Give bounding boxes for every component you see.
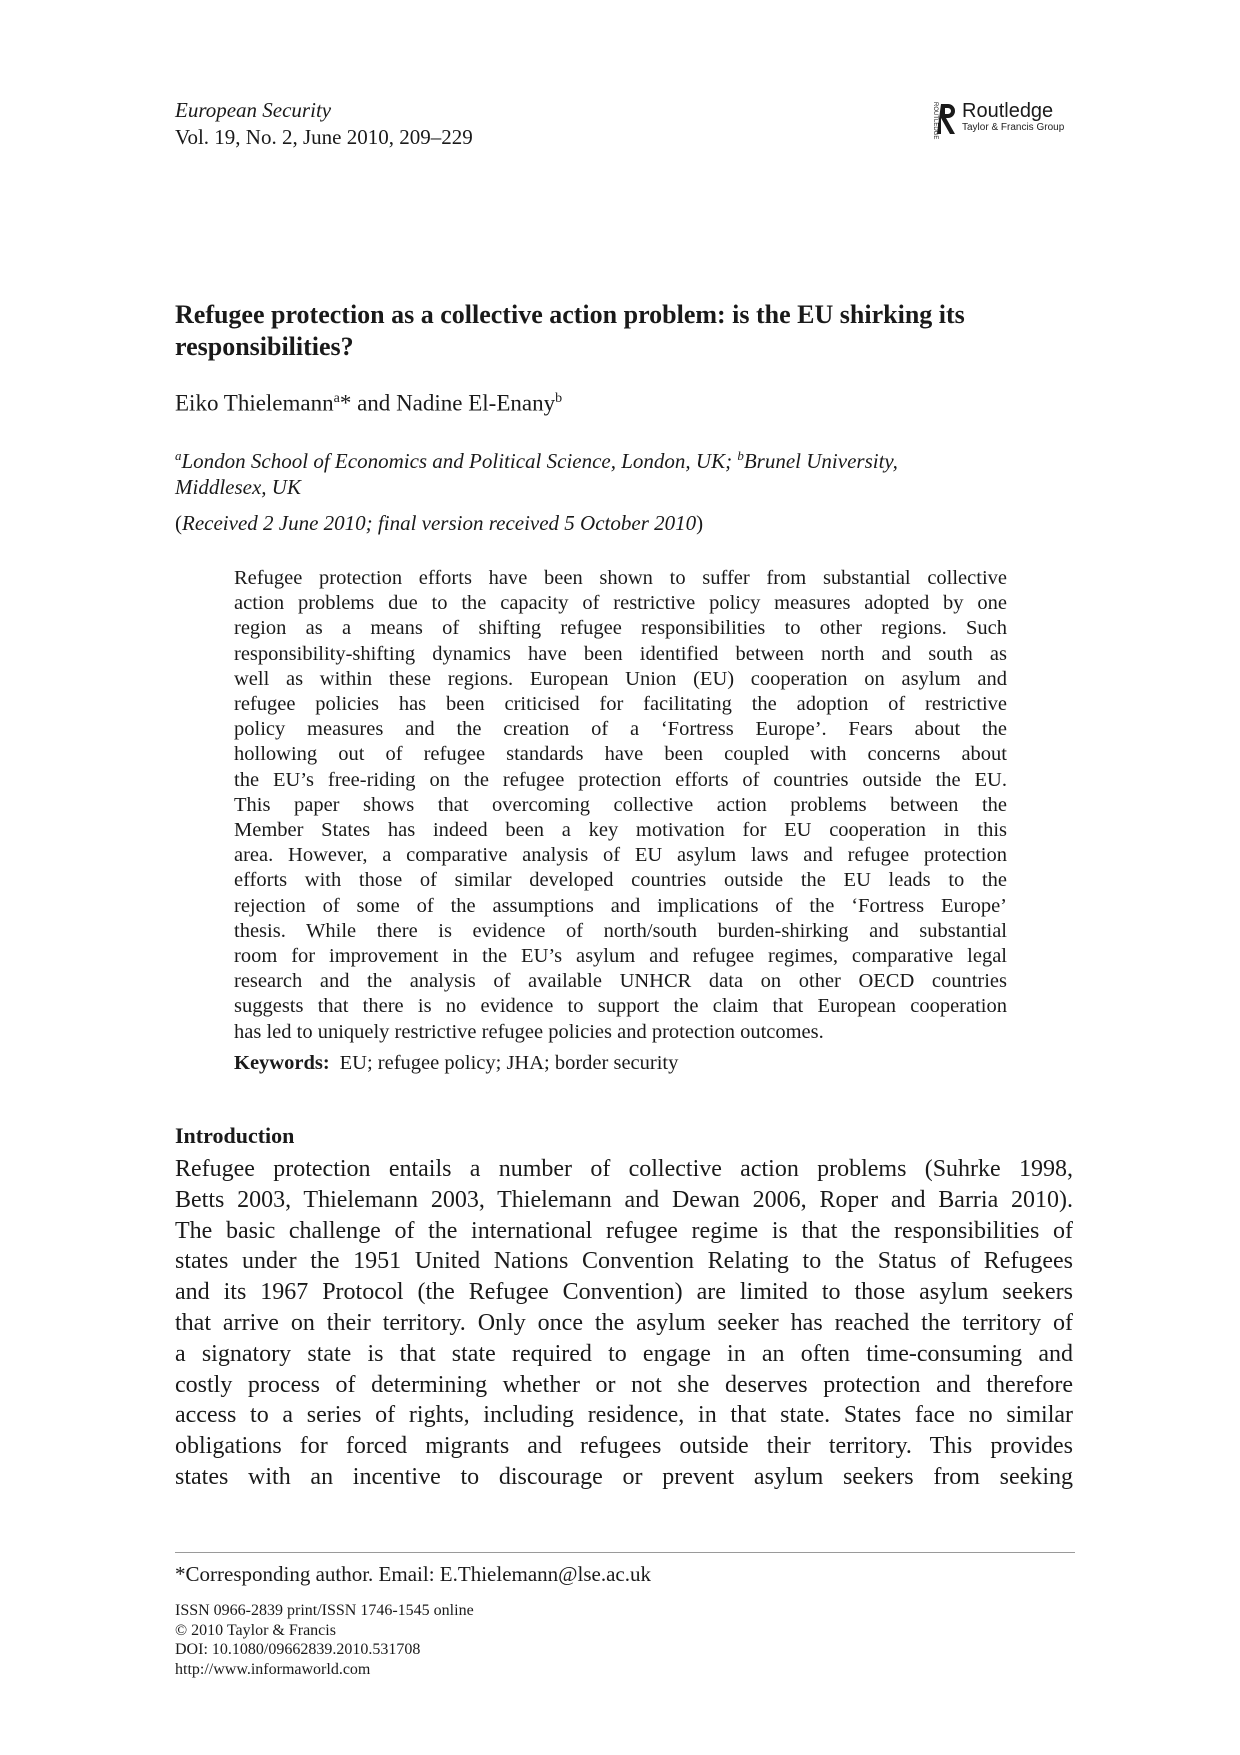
author-affiliation-sup: a <box>333 391 340 406</box>
text-line: region as a means of shifting refugee responsibilities to other regions. Such <box>234 617 1007 640</box>
text-line: obligations for forced migrants and refugees outside their territory. This provides <box>175 1433 1073 1460</box>
received-dates <box>175 510 703 536</box>
text-line: research and the analysis of available UNHCR data on other OECD countries <box>234 970 1007 993</box>
affiliation-sup: a <box>175 448 182 463</box>
text-line: responsibility-shifting dynamics have been identified between north and south as <box>234 642 1007 665</box>
text-line: states with an incentive to discourage or prevent asylum seekers from seeking <box>175 1463 1073 1490</box>
text-line: area. However, a comparative analysis of EU asylum laws and refugee protection <box>234 844 1007 867</box>
publisher-logo-text <box>962 100 1064 134</box>
keywords-list: EU; refugee policy; JHA; border security <box>339 1052 679 1074</box>
affiliations <box>175 443 1055 500</box>
text-line: The basic challenge of the international refugee regime is that the responsibilities of <box>175 1217 1073 1244</box>
publisher-url[interactable]: http://www.informaworld.com <box>175 1660 371 1678</box>
corresponding-mark: * <box>339 390 352 416</box>
journal-volume: Vol. 19, No. 2, June 2010, 209–229 <box>175 125 473 149</box>
keywords-label: Keywords: <box>234 1052 330 1074</box>
affiliation-line: Middlesex, UK <box>175 475 301 499</box>
article-title <box>175 299 1075 363</box>
affiliation-sup: b <box>737 448 744 463</box>
text-line: costly process of determining whether or not she deserves protection and therefore <box>175 1371 1073 1398</box>
affiliation-b: Brunel University, <box>743 449 898 473</box>
received-close: ) <box>696 511 704 535</box>
abstract <box>234 566 1007 1045</box>
received-text: Received 2 June 2010; final version received 5 October 2010 <box>182 511 697 535</box>
text-line: Refugee protection efforts have been shown to suffer from substantial collective <box>234 567 1007 589</box>
footnote-divider <box>175 1552 1075 1553</box>
publisher-group: Taylor & Francis Group <box>962 122 1065 133</box>
copyright: © 2010 Taylor & Francis <box>175 1621 336 1639</box>
text-line: has led to uniquely restrictive refugee policies and protection outcomes. <box>234 1020 824 1043</box>
text-line: that arrive on their territory. Only once the asylum seeker has reached the territory of <box>175 1309 1073 1336</box>
text-line: room for improvement in the EU’s asylum and refugee regimes, comparative legal <box>234 945 1007 968</box>
text-line: a signatory state is that state required to engage in an often time-consuming and <box>175 1340 1073 1367</box>
text-line: Refugee protection entails a number of collective action problems (Suhrke 1998, <box>175 1156 1073 1182</box>
doi: DOI: 10.1080/09662839.2010.531708 <box>175 1641 421 1659</box>
text-line: well as within these regions. European Union (EU) cooperation on asylum and <box>234 667 1007 690</box>
authors-joiner: and <box>351 390 397 416</box>
authors <box>175 385 562 418</box>
text-line: Betts 2003, Thielemann 2003, Thielemann and Dewan 2006, Roper and Barria 2010). <box>175 1186 1073 1213</box>
author-name: Nadine El-Enany <box>396 390 556 416</box>
text-line: suggests that there is no evidence to support the claim that European cooperation <box>234 995 1007 1018</box>
keywords <box>234 1050 678 1076</box>
routledge-logo-icon <box>928 100 958 142</box>
text-line: This paper shows that overcoming collective action problems between the <box>234 793 1007 816</box>
author-affiliation-sup: b <box>555 391 563 406</box>
section-heading-introduction: Introduction <box>175 1123 295 1148</box>
received-open: ( <box>175 511 182 535</box>
affiliation-line <box>175 443 1055 474</box>
author-name: Eiko Thielemann <box>175 390 334 416</box>
text-line: hollowing out of refugee standards have been coupled with concerns about <box>234 743 1007 766</box>
imprint <box>175 1601 474 1679</box>
journal-name: European Security <box>175 98 332 122</box>
text-line: efforts with those of similar developed countries outside the EU leads to the <box>234 869 1007 892</box>
text-line: and its 1967 Protocol (the Refugee Convention) are limited to those asylum seekers <box>175 1279 1073 1306</box>
text-line: rejection of some of the assumptions and implications of the ‘Fortress Europe’ <box>234 894 1007 917</box>
text-line: thesis. While there is evidence of north/south burden-shirking and substantial <box>234 919 1007 942</box>
publisher-logo <box>928 100 1078 144</box>
affiliation-a: London School of Economics and Political Science, London, UK; <box>181 449 738 473</box>
text-line: access to a series of rights, including residence, in that state. States face no similar <box>175 1402 1073 1429</box>
issn: ISSN 0966-2839 print/ISSN 1746-1545 online <box>175 1602 474 1619</box>
svg-text:ROUTLEDGE: ROUTLEDGE <box>932 102 938 140</box>
publisher-name: Routledge <box>962 100 1054 122</box>
text-line: Member States has indeed been a key motivation for EU cooperation in this <box>234 819 1007 842</box>
text-line: the EU’s free-riding on the refugee protection efforts of countries outside the EU. <box>234 768 1007 791</box>
footnote-corresponding-author: *Corresponding author. Email: E.Thielemann@lse.ac.uk <box>175 1562 651 1586</box>
text-line: refugee policies has been criticised for facilitating the adoption of restrictive <box>234 693 1007 716</box>
introduction-body <box>175 1154 1073 1493</box>
text-line: policy measures and the creation of a ‘Fortress Europe’. Fears about the <box>234 718 1007 741</box>
title-line: Refugee protection as a collective action problem: is the EU shirking its <box>175 300 965 329</box>
text-line: states under the 1951 United Nations Convention Relating to the Status of Refugees <box>175 1248 1073 1275</box>
text-line: action problems due to the capacity of restrictive policy measures adopted by one <box>234 592 1007 615</box>
title-line: responsibilities? <box>175 332 354 361</box>
